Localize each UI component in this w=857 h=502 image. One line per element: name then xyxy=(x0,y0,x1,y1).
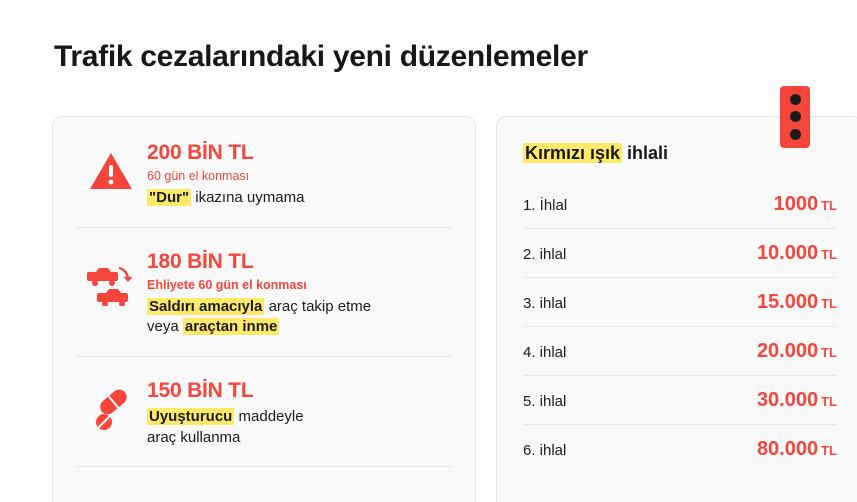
traffic-light-dot xyxy=(790,111,801,122)
traffic-light-dot xyxy=(790,94,801,105)
violation-row xyxy=(523,327,837,376)
violation-amount xyxy=(774,193,837,216)
violation-amount-value: 20.000 xyxy=(756,340,819,362)
violation-currency: TL xyxy=(821,345,837,360)
fine-amount: 150 BİN TL xyxy=(147,379,254,403)
violation-amount xyxy=(757,340,837,363)
red-light-title-rest: ihlali xyxy=(622,143,669,163)
violation-row xyxy=(523,180,837,229)
violation-amount-value: 80.000 xyxy=(756,438,819,460)
violation-label: 3. ihlal xyxy=(523,295,567,312)
fine-description-rest: maddeyle xyxy=(234,408,304,426)
violation-amount xyxy=(757,389,837,412)
car-chase-icon xyxy=(75,250,147,306)
page-title: Trafik cezalarındaki yeni düzenlemeler xyxy=(54,40,588,73)
fine-text xyxy=(147,141,453,209)
fine-amount: 180 BİN TL xyxy=(147,249,254,273)
violation-amount xyxy=(757,242,837,265)
warning-triangle-icon xyxy=(75,141,147,191)
violation-currency: TL xyxy=(821,198,837,213)
violation-currency: TL xyxy=(821,296,837,311)
fine-row xyxy=(75,228,453,357)
violation-amount xyxy=(757,291,837,314)
violation-label: 5. ihlal xyxy=(523,393,567,410)
fine-amount: 200 BİN TL xyxy=(147,141,254,164)
fine-text xyxy=(147,250,453,338)
fine-description-rest: ikazına uymama xyxy=(191,189,305,206)
violation-amount-value: 30.000 xyxy=(756,389,819,411)
violation-currency: TL xyxy=(821,443,837,458)
traffic-light-dot xyxy=(790,129,801,140)
fine-row xyxy=(75,357,453,467)
fine-subtext: Ehliyete 60 gün el konması xyxy=(147,277,307,292)
violation-row xyxy=(523,278,837,327)
violation-amount-value: 1000 xyxy=(773,193,819,215)
violation-label: 4. ihlal xyxy=(523,344,567,361)
violation-amount-value: 10.000 xyxy=(756,242,819,264)
violation-row xyxy=(523,229,837,278)
red-light-violations-card xyxy=(496,116,857,502)
pills-icon xyxy=(75,379,147,433)
violation-label: 1. İhlal xyxy=(523,197,568,214)
violation-row xyxy=(523,376,837,425)
fine-text xyxy=(147,379,453,448)
violation-row xyxy=(523,425,837,473)
fine-description-line2: araç kullanma xyxy=(147,428,241,446)
fine-description xyxy=(147,297,449,338)
fine-highlight: Saldırı amacıyla xyxy=(149,297,263,315)
violation-currency: TL xyxy=(821,394,837,409)
fine-description-rest: araç takip etme xyxy=(264,297,372,315)
violation-amount-value: 15.000 xyxy=(756,291,819,313)
fine-highlight: "Dur" xyxy=(149,189,190,206)
fine-highlight: Uyuşturucu xyxy=(149,408,233,426)
fine-description xyxy=(147,188,449,209)
red-light-title-highlight: Kırmızı ışık xyxy=(525,143,621,163)
fine-subtext: 60 gün el konması xyxy=(147,169,250,183)
traffic-light-icon xyxy=(780,86,810,148)
fine-row xyxy=(75,117,453,228)
fine-description-line2-pre: veya xyxy=(147,318,183,336)
fines-card xyxy=(52,116,476,502)
violation-label: 2. ihlal xyxy=(523,246,567,263)
violation-label: 6. ihlal xyxy=(523,442,567,459)
violation-currency: TL xyxy=(821,247,837,262)
fine-description xyxy=(147,407,449,448)
violation-amount xyxy=(757,438,837,461)
fine-highlight-2: araçtan inme xyxy=(184,318,278,336)
